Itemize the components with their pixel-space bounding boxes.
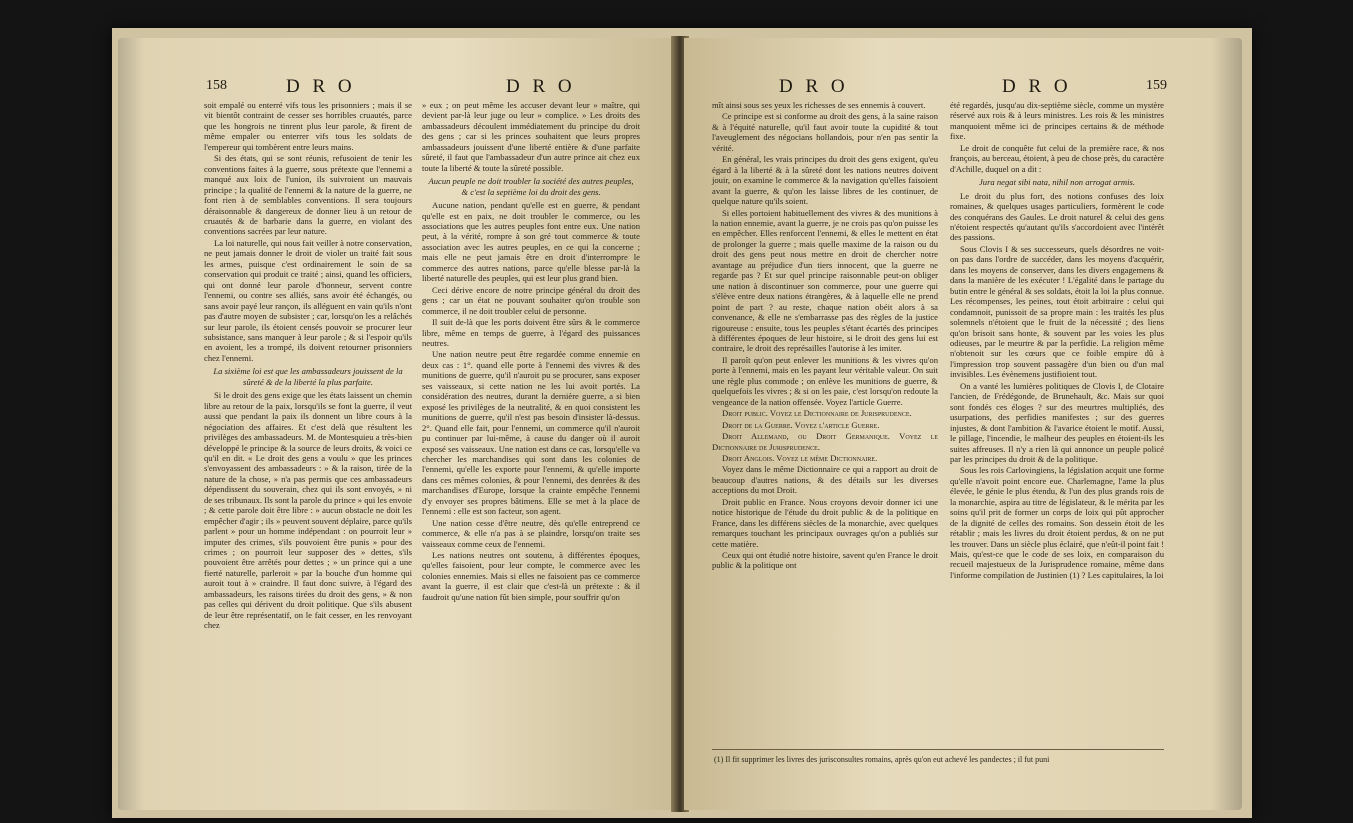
paragraph: On a vanté les lumières politiques de Clovis I, de Clotaire l'ancien, de Frédégonde, de Brunehault, &c. Mais sur quoi sont fondés ces éloges ? sur des meurtres multipliés, des usurpations, des perfidies manifestes ; sur des guerres injustes, & dont l'ambition & l'avarice étoient le motif. Aussi, le pillage, l'incendie, le malheur des peuples en étoient-ils les suites affreuses. Il n'y a rien là qui annonce un peuple policé par les principes du droit & de la politique. (950, 380, 1164, 464)
running-header: D R O (286, 76, 356, 97)
text-column-1 (204, 100, 412, 632)
paragraph: Le droit de conquête fut celui de la première race, & nos françois, au berceau, étoient, à peu de chose près, du caractère d'Achille, duquel on a dit : (950, 142, 1164, 174)
running-header: D R O (779, 76, 849, 97)
page-number: 159 (1146, 78, 1167, 93)
page-edge-shadow (118, 38, 144, 810)
paragraph: La loi naturelle, qui nous fait veiller à notre conservation, ne peut jamais donner le droit de violer un traité fait sous les armes, puisque c'est ordinairement le soin de sa conservation qui produit ce traité ; ainsi, quand les officiers, qui ont donné leur parole d'honneur, servent contre l'ennemi, ou contre ses alliés, sans avoir été échangés, ou sans avoir payé leur rançon, ils alléguent en vain qu'ils n'ont pas d'autre moyen de subsister ; car, lorsqu'on les a relâchés sur leur parole, ils étoient censés pouvoir se procurer leur subsistance, sans manquer à leur parole ; & si l'espoir qu'ils en avoient, les a trompé, ils doivent retourner prisonniers chez l'ennemi. (204, 237, 412, 363)
paragraph: mît ainsi sous ses yeux les richesses de ses ennemis à couvert. (712, 100, 926, 110)
text-column-2 (422, 100, 640, 603)
paragraph: Les nations neutres ont soutenu, à différentes époques, qu'elles faisoient, pour leur compte, le commerce avec les colonies ennemies. Mais si elles ne faisoient pas ce commerce avant la guerre, il est clair que c'est-là un prétexte : & il faudroit qu'une nation fût bien simple, pour souffrir qu'on (422, 550, 640, 602)
paragraph: Il paroît qu'on peut enlever les munitions & les vivres qu'on porte à l'ennemi, mais en les payant leur véritable valeur. On suit une règle plus commode ; on enlève les munitions de guerre, & quelquefois les vivres ; & si on les paie, c'est lorsqu'on redoute la vengeance de la nation offensée. Voyez l'article Guerre. (712, 354, 938, 407)
paragraph: Droit public en France. Nous croyons devoir donner ici une notice historique de l'étude du droit public & de la politique en France, dans les différens siècles de la monarchie, avec quelques remarques touchant les principaux ouvrages qu'on a publiés sur cette matière. (712, 496, 938, 549)
paragraph: Ceci dérive encore de notre principe général du droit des gens ; car un état ne pouvant souhaiter qu'on trouble son commerce, il ne doit troubler celui de personne. (422, 284, 640, 316)
right-page (684, 38, 1242, 810)
page-edge-shadow (1212, 38, 1242, 810)
entry-paragraph: Droit Allemand, ou Droit Germanique. Voyez le Dictionnaire de Jurisprudence. (712, 431, 938, 452)
paragraph: Aucune nation, pendant qu'elle est en guerre, & pendant qu'elle est en paix, ne doit troubler le commerce, ou les associations que les autres peuples font entre eux. Une nation peut, à la vérité, rompre à son gré tout commerce & toute association avec les autres peuples, en ce qui la concerne ; mais elle ne peut jamais être en droit d'interrompre le commerce des autres nations, parce qu'elle blesse par-là la liberté naturelle des peuples, qui est leur plus grand bien. (422, 200, 640, 284)
paragraph: En général, les vrais principes du droit des gens exigent, qu'eu égard à la liberté & à la sûreté dont les nations neutres doivent jouir, on examine le commerce & la navigation qu'elles faisoient avant la guerre, & qu'on les laisse libres de les continuer, de quelque nature qu'ils soient. (712, 154, 938, 207)
paragraph: Ceux qui ont étudié notre histoire, savent qu'en France le droit public & la politique ont (712, 550, 938, 571)
section-heading: La sixième loi est que les ambassadeurs jouissent de la sûreté & de la liberté la plus parfaite. (213, 366, 403, 387)
latin-quotation: Jura negat sibi nata, nihil non arrogat armis. (978, 177, 1136, 188)
paragraph: Le droit du plus fort, des notions confuses des loix romaines, & quelques usages particuliers, formèrent le code des conquérans des Gaules. Le droit naturel & celui des gens n'étoient respectés qu'autant qu'ils s'accordoient avec l'intérêt des passions. (950, 190, 1164, 243)
paragraph: Voyez dans le même Dictionnaire ce qui a rapport au droit de beaucoup d'autres nations, & des détails sur les diverses acceptions du mot Droit. (712, 464, 938, 496)
paragraph: Une nation neutre peut être regardée comme ennemie en deux cas : 1°. quand elle porte à l'ennemi des vivres & des munitions de guerre, qu'il n'auroit pu se procurer, sans exposer ses vaisseaux, si cette nation ne les lui avoit portés. La considération des neutres, durant la dernière guerre, a si bien exposé les privilèges de la neutralité, & en quoi consistent les munitions de guerre, qu'il n'est pas besoin d'insister là-dessus. 2°. Quand elle fait, pour l'ennemi, un commerce qu'il n'auroit pu continuer par lui-même, à cause du danger où il auroit exposé ses vaisseaux. Une nation est dans ce cas, lorsqu'elle va chercher les marchandises qui sont dans les colonies de l'ennemi, qu'elle les exporte pour l'ennemi, & qu'elle importe dans ces mêmes colonies, & pour l'ennemi, des denrées & des marchandises d'Europe, lorsque la crainte empêche l'ennemi d'y envoyer ses propres bâtimens. Elle se met à la place de l'ennemi : elle est son facteur, son agent. (422, 349, 640, 517)
footnote: (1) Il fit supprimer les livres des jurisconsultes romains, après qu'on eut achevé les pandectes ; il fut puni (714, 755, 1050, 764)
entry-paragraph: Droit public. Voyez le Dictionnaire de Jurisprudence. (722, 408, 912, 419)
running-header: D R O (506, 76, 576, 97)
section-heading: Aucun peuple ne doit troubler la société des autres peuples, & c'est la septième loi du droit des gens. (428, 176, 634, 197)
paragraph: Ce principe est si conforme au droit des gens, à la saine raison & à l'équité naturelle, qu'il faut avoir toute la cupidité & tout l'aveuglement des négocians hollandois, pour n'en pas sentir la vérité. (712, 111, 938, 153)
paragraph: soit empalé ou enterré vifs tous les prisonniers ; mais il se vit bientôt contraint de cesser ses horribles cruautés, parce que les hongrois ne tinrent plus leur parole, & firent de même empaler ou enterrer vifs tous les soldats de l'empereur qui tombèrent entre leurs mains. (204, 100, 412, 152)
left-page (118, 38, 676, 810)
entry-paragraph: Droit Anglois. Voyez le même Dictionnaire. (722, 452, 878, 463)
text-column-1 (712, 100, 938, 572)
paragraph: » eux ; on peut même les accuser devant leur » maître, qui devient par-là leur juge ou leur » complice. » Les droits des ambassadeurs découlent immédiatement du principe du droit des gens ; car si les princes souhaitent que leurs propres ambassadeurs jouissent d'une liberté entière & d'une parfaite sûreté, il faut que l'ambassadeur d'un autre prince ait chez eux toute la liberté & toute la sûreté possible. (422, 100, 640, 173)
paragraph: Sous les rois Carlovingiens, la législation acquit une forme qu'elle n'avoit point encore eue. Charlemagne, l'ame la plus élevée, le génie le plus étendu, & l'un des plus grands rois de la monarchie, aspira au titre de législateur, & le mérita par les soins qu'il prit de former un corps de loix qui pût approcher de la dignité de celles des romains. Son dessein étoit de les rétablir ; mais les livres du droit étoient perdus, & on ne put les trouver. Dans un siècle plus éclairé, que n'eût-il point fait ! Mais, qu'est-ce que le code de ses loix, en comparaison du recueil majestueux de la Jurisprudence romaine, même dans l'informe compilation de Justinien (1) ? Les capitulaires, la loi (950, 465, 1164, 580)
paragraph: Une nation cesse d'être neutre, dès qu'elle entreprend ce commerce, & elle n'a pas à se plaindre, lorsqu'on traite ses vaisseaux comme ceux de l'ennemi. (422, 517, 640, 549)
open-book (112, 28, 1252, 818)
entry-paragraph: Droit de la Guerre. Voyez l'article Guerre. (722, 419, 880, 430)
paragraph: Si des états, qui se sont réunis, refusoient de tenir les conventions faites à la guerre, sous prétexte que l'ennemi a manqué aux loix de l'union, ils suivroient un mauvais principe ; la qualité de l'ennemi & la nature de la guerre, ne font rien à de semblables conventions. Il sera toujours déraisonnable & dangereux de donner lieu à un retour de cruautés & de barbarie dans la guerre, en violant des conventions sacrées par leur nature. (204, 153, 412, 237)
paragraph: Si elles portoient habituellement des vivres & des munitions à la nation ennemie, avant la guerre, je ne crois pas qu'on puisse les en empêcher. Elles renforcent l'ennemi, & elles le mettent en état de prolonger la guerre ; mais quelle maxime de la raison ou du droit des gens peut nous mettre en droit de chercher notre avantage au préjudice d'un tiers innocent, que la guerre ne regarde pas ? Et sur quel principe raisonnable peut-on obliger une nation à discontinuer son commerce, pour une guerre qui s'élève entre deux nations étrangères, & à laquelle elle ne prend point de part ? au reste, chaque nation obéit alors à sa convenance, & elle ne s'embarrasse pas des règles de la justice rigoureuse : ensuite, tous les peuples s'étant écartés des principes à différentes époques de leur histoire, si le droit des gens lui est contraire, le droit des représailles l'autorise à les imiter. (712, 207, 938, 354)
paragraph: Il suit de-là que les ports doivent être sûrs & le commerce libre, même en temps de guerre, à l'égard des puissances neutres. (422, 317, 640, 348)
paragraph: Si le droit des gens exige que les états laissent un chemin libre au retour de la paix, lorsqu'ils se font la guerre, il veut aussi que pendant la paix ils donnent un libre cours à la négociation des affaires. Et c'est delà que résultent les privilèges des ambassadeurs. M. de Montesquieu a très-bien développé le principe & la source de leurs droits, & voici ce qu'il en dit. « Le droit des gens a voulu » que les princes s'envoyassent des ambassadeurs : » & la raison, tirée de la nature de la chose, » n'a pas permis que ces ambassadeurs dépendissent du souverain, chez qui ils sont envoyés, » ni de ses tribunaux. Ils sont la parole du prince » qui les envoie ; & cette parole doit être libre : » aucun obstacle ne doit les empêcher d'agir ; ils » peuvent souvent déplaire, parce qu'ils parlent » pour un homme indépendant : on pourroit leur » imputer des crimes, s'ils pouvoient être punis » pour des crimes ; on pourroit leur supposer des » dettes, s'ils pouvoient être arrêtés pour dettes ; » un prince qui a une fierté naturelle, parleroit » par la bouche d'un homme qui auroit tout à » craindre. Il faut donc suivre, à l'égard des ambassadeurs, les raisons tirées du droit des gens, » & non pas celles qui dérivent du droit politique. Que s'ils abusent de leur être représentatif, on le fait cesser, en les renvoyant chez (204, 390, 412, 631)
text-column-2 (950, 100, 1164, 581)
page-number: 158 (206, 78, 227, 93)
paragraph: été regardés, jusqu'au dix-septième siècle, comme un mystère réservé aux rois & à leurs ministres. Les rois & les ministres manquoient même ici de principes certains & de méthode fixe. (950, 100, 1164, 142)
paragraph: Sous Clovis I & ses successeurs, quels désordres ne voit-on pas dans l'ordre de succéder, dans les moyens d'acquérir, dans les moyens de conserver, dans les divers engagemens & dans la manière de les exécuter ! L'égalité dans le partage du butin entre le général & ses soldats, étoit la loi la plus connue. Les récompenses, les peines, tout étoit arbitraire : celui qui condamnoit, punissoit de sa propre main : les traités les plus solemnels n'étoient que le fruit de la nécessité ; des liens qu'on brisoit sans honte, & souvent par les voies les plus odieuses, par le meurtre & par la perfidie. La religion même n'obtenoit sur les cœurs que ce foible empire dû à l'impression trop souvent passagère d'un bien ou d'un mal invisibles. Les évènemens justifioient tout. (950, 243, 1164, 380)
footnote-rule (712, 749, 1164, 750)
running-header: D R O (1002, 76, 1072, 97)
